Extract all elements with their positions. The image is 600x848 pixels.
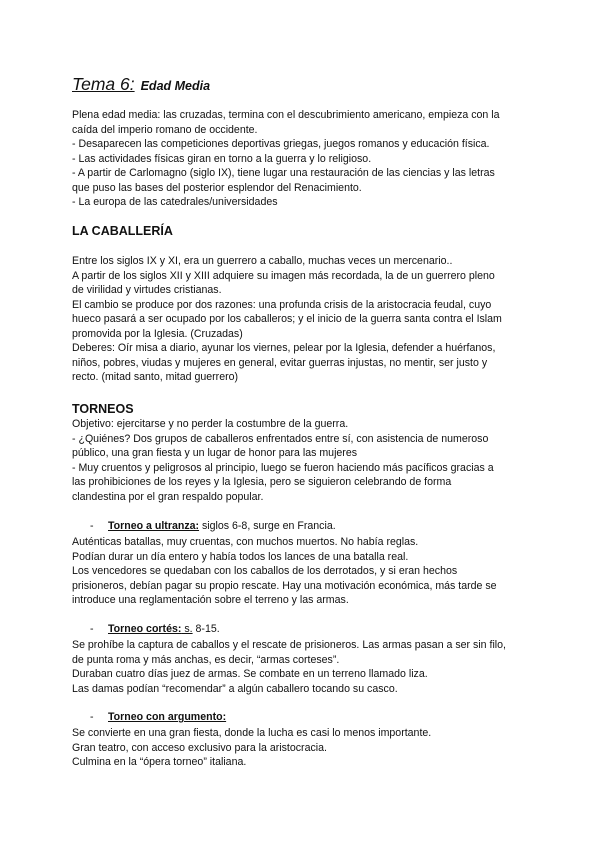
text-line: - Desaparecen las competiciones deportivas griegas, juegos romanos y educación física. <box>72 138 490 150</box>
text-line: niños, pobres, viudas y mujeres en general, evitar guerras injustas, no mentir, ser justo y <box>72 356 488 369</box>
text-line: - ¿Quiénes? Dos grupos de caballeros enfrentados entre sí, con asistencia de numeroso <box>72 432 489 445</box>
text-line: hueco pasará a ser ocupado por los caballeros; y el inicio de la guerra santa contra el Islam <box>72 313 502 325</box>
text-line: Duraban cuatro días juez de armas. Se combate en un terreno llamado liza. <box>72 668 428 680</box>
text-line: caída del imperio romano de occidente. <box>72 123 258 136</box>
text-line: A partir de los siglos XII y XIII adquiere su imagen más recordada, la de un guerrero pleno <box>72 269 495 282</box>
text-line: recto. (mitad santo, mitad guerrero) <box>72 371 239 383</box>
text-line: - A partir de Carlomagno (siglo IX), tiene lugar una restauración de las ciencias y las letras <box>72 167 495 179</box>
caballeria-paragraph <box>72 254 542 385</box>
ultranza-rest: siglos 6-8, surge en Francia. <box>199 520 336 532</box>
text-line: introduce una reglamentación sobre el terreno y las armas. <box>72 594 349 606</box>
ultranza-paragraph <box>72 535 542 608</box>
subheading-argumento <box>90 711 226 723</box>
text-line: Se convierte en una gran fiesta, donde la lucha es casi lo menos importante. <box>72 727 432 739</box>
cortes-paragraph <box>72 638 542 696</box>
text-line: Deberes: Oír misa a diario, ayunar los viernes, pelear por la Iglesia, defender a huérfanos, <box>72 342 496 354</box>
text-line: Gran teatro, con acceso exclusivo para la aristocracia. <box>72 741 327 754</box>
text-line: Objetivo: ejercitarse y no perder la costumbre de la guerra. <box>72 418 349 430</box>
text-line: - La europa de las catedrales/universidades <box>72 196 278 208</box>
text-line: Las damas podían “recomendar” a algún caballero tocando su casco. <box>72 682 398 695</box>
text-line: Culmina en la “ópera torneo” italiana. <box>72 756 247 768</box>
text-line: - Las actividades físicas giran en torno a la guerra y lo religioso. <box>72 152 372 165</box>
argumento-label: Torneo con argumento: <box>108 711 227 723</box>
subheading-ultranza <box>90 520 336 532</box>
text-line: promovida por la Iglesia. (Cruzadas) <box>72 327 243 340</box>
text-line: público, una gran fiesta y un lugar de honor para las mujeres <box>72 447 358 459</box>
cortes-label-text: Torneo cortés: <box>108 623 182 635</box>
text-line: Entre los siglos IX y XI, era un guerrero a caballo, muchas veces un mercenario.. <box>72 255 453 267</box>
text-line: que puso las bases del posterior esplendor del Renacimiento. <box>72 181 362 194</box>
page-title <box>72 74 210 95</box>
text-line: Se prohíbe la captura de caballos y el rescate de prisioneros. Las armas pasan a ser sin filo, <box>72 639 506 651</box>
section-heading-caballeria: LA CABALLERÍA <box>72 224 173 238</box>
torneos-paragraph <box>72 417 542 504</box>
list-dash: - <box>90 520 94 532</box>
text-line: clandestina por el gran respaldo popular. <box>72 490 264 503</box>
title-sub: Edad Media <box>140 79 211 93</box>
text-line: - Muy cruentos y peligrosos al principio, luego se fueron haciendo más pacíficos gracias a <box>72 461 494 474</box>
ultranza-label: Torneo a ultranza: <box>108 520 200 532</box>
text-line: El cambio se produce por dos razones: una profunda crisis de la aristocracia feudal, cuyo <box>72 298 492 311</box>
text-line: Los vencedores se quedaban con los caballos de los derrotados, y si eran hechos <box>72 565 458 577</box>
text-line: Auténticas batallas, muy cruentas, con muchos muertos. No había reglas. <box>72 536 419 548</box>
text-line: de punta roma y más anchas, es decir, “armas corteses”. <box>72 653 340 666</box>
text-line: prisioneros, debían pagar su propio rescate. Hay una motivación económica, más tarde se <box>72 579 497 592</box>
cortes-label-s: s. <box>181 623 193 635</box>
cortes-label <box>108 623 193 635</box>
cortes-rest: 8-15. <box>192 623 220 635</box>
list-dash: - <box>90 623 94 635</box>
text-line: Podían durar un día entero y había todos los lances de una batalla real. <box>72 550 409 563</box>
intro-paragraph <box>72 108 542 210</box>
title-main: Tema 6: <box>72 74 135 94</box>
argumento-paragraph <box>72 726 542 770</box>
list-dash: - <box>90 711 94 723</box>
subheading-cortes <box>90 623 220 635</box>
section-heading-torneos: TORNEOS <box>72 402 134 416</box>
text-line: Plena edad media: las cruzadas, termina con el descubrimiento americano, empieza con la <box>72 109 500 121</box>
text-line: de virilidad y virtudes cristianas. <box>72 284 222 296</box>
text-line: las prohibiciones de los reyes y la Iglesia, pero se siguieron celebrando de forma <box>72 476 452 488</box>
